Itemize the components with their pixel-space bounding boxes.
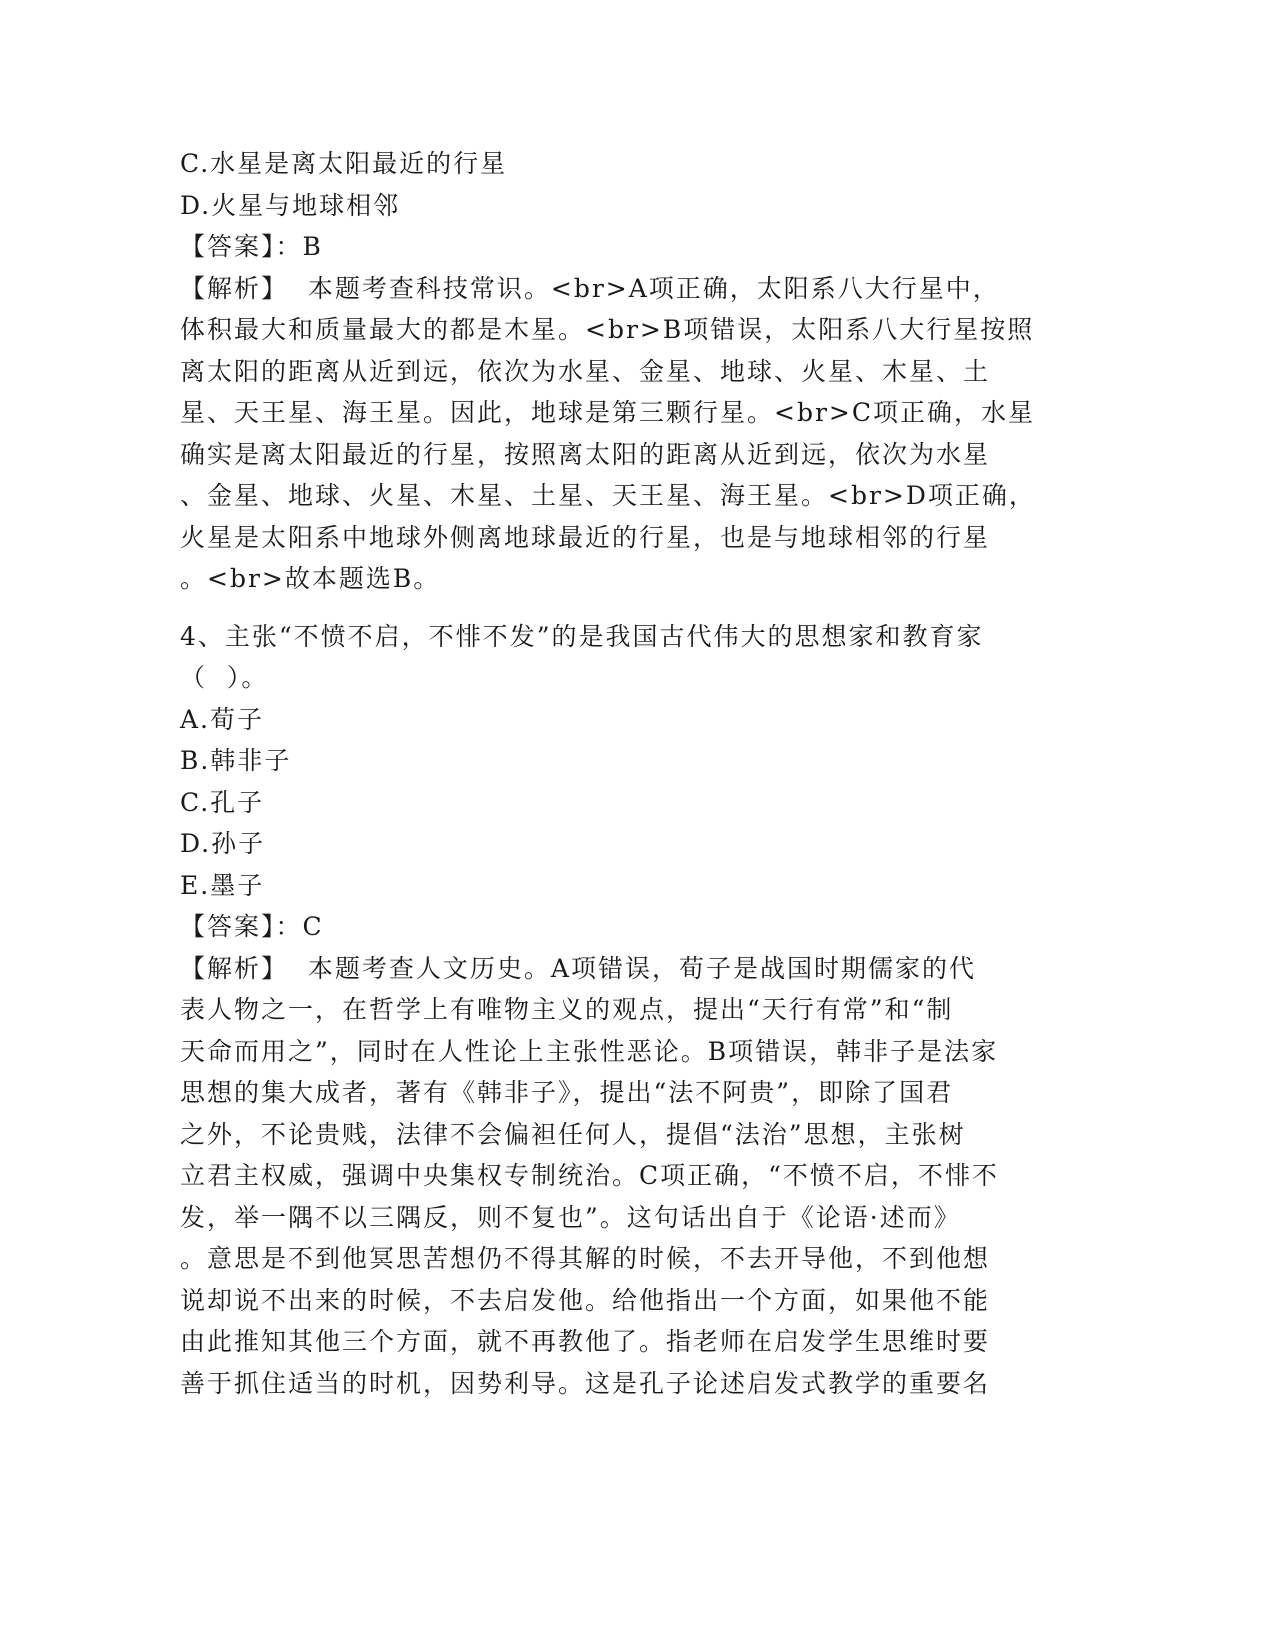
q4-analysis-line: 【解析】 本题考查人文历史。A项错误，荀子是战国时期儒家的代 bbox=[180, 953, 976, 983]
q4-analysis-line: 立君主权威，强调中央集权专制统治。C项正确，“不愤不启，不悱不 bbox=[180, 1161, 999, 1190]
q4-option-b: B.韩非子 bbox=[180, 746, 292, 775]
q3-analysis-line: 。<br>故本题选B。 bbox=[180, 564, 441, 593]
q3-analysis-line: 、金星、地球、火星、木星、土星、天王星、海王星。<br>D项正确， bbox=[180, 481, 1036, 510]
q4-options bbox=[180, 699, 1040, 907]
q4-analysis bbox=[180, 948, 1040, 1405]
q4-analysis-line: 之外，不论贵贱，法律不会偏袒任何人，提倡“法治”思想，主张树 bbox=[180, 1119, 966, 1149]
q4-answer: 【答案】：C bbox=[180, 912, 324, 941]
q4-option-e: E.墨子 bbox=[180, 870, 265, 900]
q3-answer: 【答案】：B bbox=[180, 232, 323, 261]
question-spacer bbox=[180, 600, 1040, 616]
q4-analysis-line: 。意思是不到他冥思苦想仍不得其解的时候，不去开导他，不到他想 bbox=[180, 1244, 991, 1273]
q3-option-c: C.水星是离太阳最近的行星 bbox=[180, 149, 508, 178]
q4-option-d: D.孙子 bbox=[180, 829, 266, 858]
q4-analysis-line: 天命而用之”，同时在人性论上主张性恶论。B项错误，韩非子是法家 bbox=[180, 1036, 999, 1066]
q3-analysis-line: 确实是离太阳最近的行星，按照离太阳的距离从近到远，依次为水星 bbox=[180, 439, 991, 469]
q4-option-c: C.孔子 bbox=[180, 787, 265, 817]
q4-analysis-line: 说却说不出来的时候，不去启发他。给他指出一个方面，如果他不能 bbox=[180, 1285, 991, 1315]
q4-analysis-line: 善于抓住适当的时机，因势利导。这是孔子论述启发式教学的重要名 bbox=[180, 1368, 991, 1398]
q4-stem-line: （ ）。 bbox=[180, 663, 269, 692]
q4-stem bbox=[180, 616, 1040, 699]
q3-analysis bbox=[180, 268, 1040, 600]
q4-analysis-line: 发，举一隅不以三隅反，则不复也”。这句话出自于《论语·述而》 bbox=[180, 1202, 961, 1232]
q3-analysis-line: 【解析】 本题考查科技常识。<br>A项正确，太阳系八大行星中， bbox=[180, 273, 1000, 303]
q3-analysis-line: 离太阳的距离从近到远，依次为水星、金星、地球、火星、木星、土 bbox=[180, 356, 991, 386]
q4-analysis-line: 由此推知其他三个方面，就不再教他了。指老师在启发学生思维时要 bbox=[180, 1327, 991, 1356]
q3-analysis-line: 火星是太阳系中地球外侧离地球最近的行星，也是与地球相邻的行星 bbox=[180, 522, 991, 552]
q4-stem-line: 4、主张“不愤不启，不悱不发”的是我国古代伟大的思想家和教育家 bbox=[180, 621, 984, 651]
q4-analysis-line: 思想的集大成者，著有《韩非子》，提出“法不阿贵”，即除了国君 bbox=[180, 1078, 954, 1107]
q3-analysis-line: 星、天王星、海王星。因此，地球是第三颗行星。<br>C项正确，水星 bbox=[180, 398, 1035, 427]
q3-option-d: D.火星与地球相邻 bbox=[180, 190, 401, 220]
q4-analysis-line: 表人物之一，在哲学上有唯物主义的观点，提出“天行有常”和“制 bbox=[180, 995, 954, 1024]
q4-option-a: A.荀子 bbox=[180, 704, 265, 734]
document-body bbox=[180, 143, 1040, 1404]
q3-analysis-line: 体积最大和质量最大的都是木星。<br>B项错误，太阳系八大行星按照 bbox=[180, 315, 1035, 344]
